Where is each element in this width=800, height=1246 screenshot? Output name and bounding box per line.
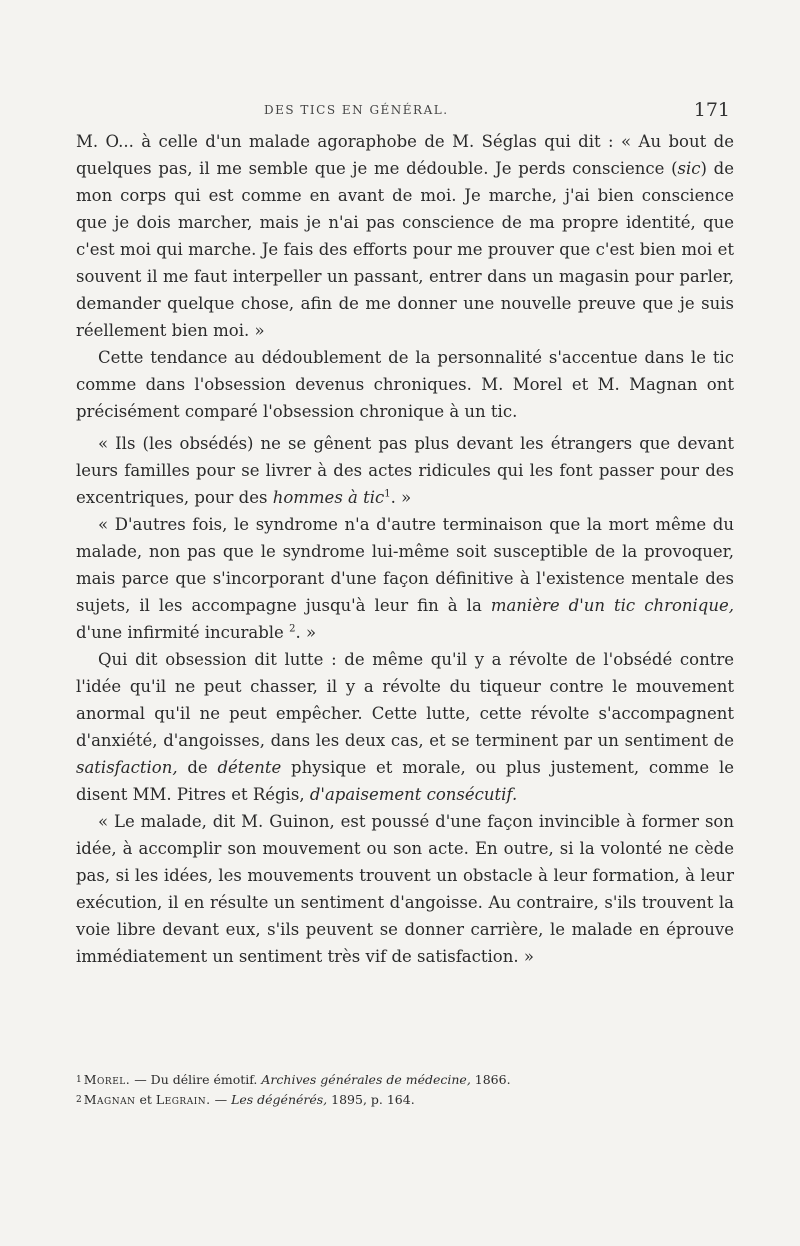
footnote-2: $^2$ Magnan et Legrain. — Les dégénérés, 1895, p. 164.: [76, 1092, 415, 1107]
page-number: 171: [693, 99, 730, 121]
running-head: DES TICS EN GÉNÉRAL.: [264, 103, 449, 117]
footnote-ref-1[interactable]: 1: [384, 488, 391, 500]
footnote-1: $^1$ Morel. — Du délire émotif. Archives générales de médecine, 1866.: [76, 1072, 511, 1087]
body-text: [76, 128, 734, 970]
paragraph-2: Cette tendance au dédoublement de la personnalité s'accentue dans le tic comme dans l'obsession devenus chroniques. M. Morel et M. Magnan ont précisément comparé l'obsession chronique à un tic.: [76, 348, 734, 421]
paragraph-6: « Le malade, dit M. Guinon, est poussé d'une façon invincible à former son idée, à accomplir son mouvement ou son acte. En outre, si la volonté ne cède pas, si les idées, les mouvements trouvent un obstacle à leur formation, à leur exécution, il en résulte un sentiment d'angoisse. Au contraire, s'ils trouvent la voie libre devant eux, s'ils peuvent se donner carrière, le malade en éprouve immédiatement un sentiment très vif de satisfaction. »: [76, 812, 734, 966]
paragraph-4: « D'autres fois, le syndrome n'a d'autre terminaison que la mort même du malade, non pas que le syndrome lui-même soit susceptible de la provoquer, mais parce que s'incorporant d'une façon définitive à l'existence mentale des sujets, il les accompagne jusqu'à leur fin à la manière d'un tic chronique, d'une infirmité incurable $^2$. »: [76, 515, 734, 642]
italic-hommes-a-tic: hommes à tic: [272, 488, 385, 507]
italic-sic: sic: [677, 159, 701, 178]
italic-maniere-tic: manière d'un tic chronique,: [490, 596, 734, 615]
paragraph-3: « Ils (les obsédés) ne se gênent pas plus devant les étrangers que devant leurs familles pour se livrer à des actes ridicules qui les font passer pour des excentriques, pour des hommes à tic$^1$. »: [76, 434, 734, 507]
footnotes: [76, 1070, 734, 1110]
footnote-ref-2[interactable]: 2: [289, 623, 296, 635]
page-header: [76, 101, 734, 123]
paragraph-1: M. O... à celle d'un malade agoraphobe de M. Séglas qui dit : « Au bout de quelques pas, il me semble que je me dédouble. Je perds conscience (sic) de mon corps qui est comme en avant de moi. Je marche, j'ai bien conscience que je dois marcher, mais je n'ai pas conscience de ma propre identité, que c'est moi qui marche. Je fais des efforts pour me prouver que c'est bien moi et souvent il me faut interpeller un passant, entrer dans un magasin pour parler, demander quelque chose, afin de me donner une nouvelle preuve que je suis réellement bien moi. »: [76, 132, 735, 340]
paragraph-5: Qui dit obsession dit lutte : de même qu'il y a révolte de l'obsédé contre l'idée qu'il ne peut chasser, il y a révolte du tiqueur contre le mouvement anormal qu'il ne peut empêcher. Cette lutte, cette révolte s'accompagnent d'anxiété, d'angoisses, dans les deux cas, et se terminent par un sentiment de satisfaction, de détente physique et morale, ou plus justement, comme le disent MM. Pitres et Régis, d'apaisement consécutif.: [76, 650, 734, 804]
